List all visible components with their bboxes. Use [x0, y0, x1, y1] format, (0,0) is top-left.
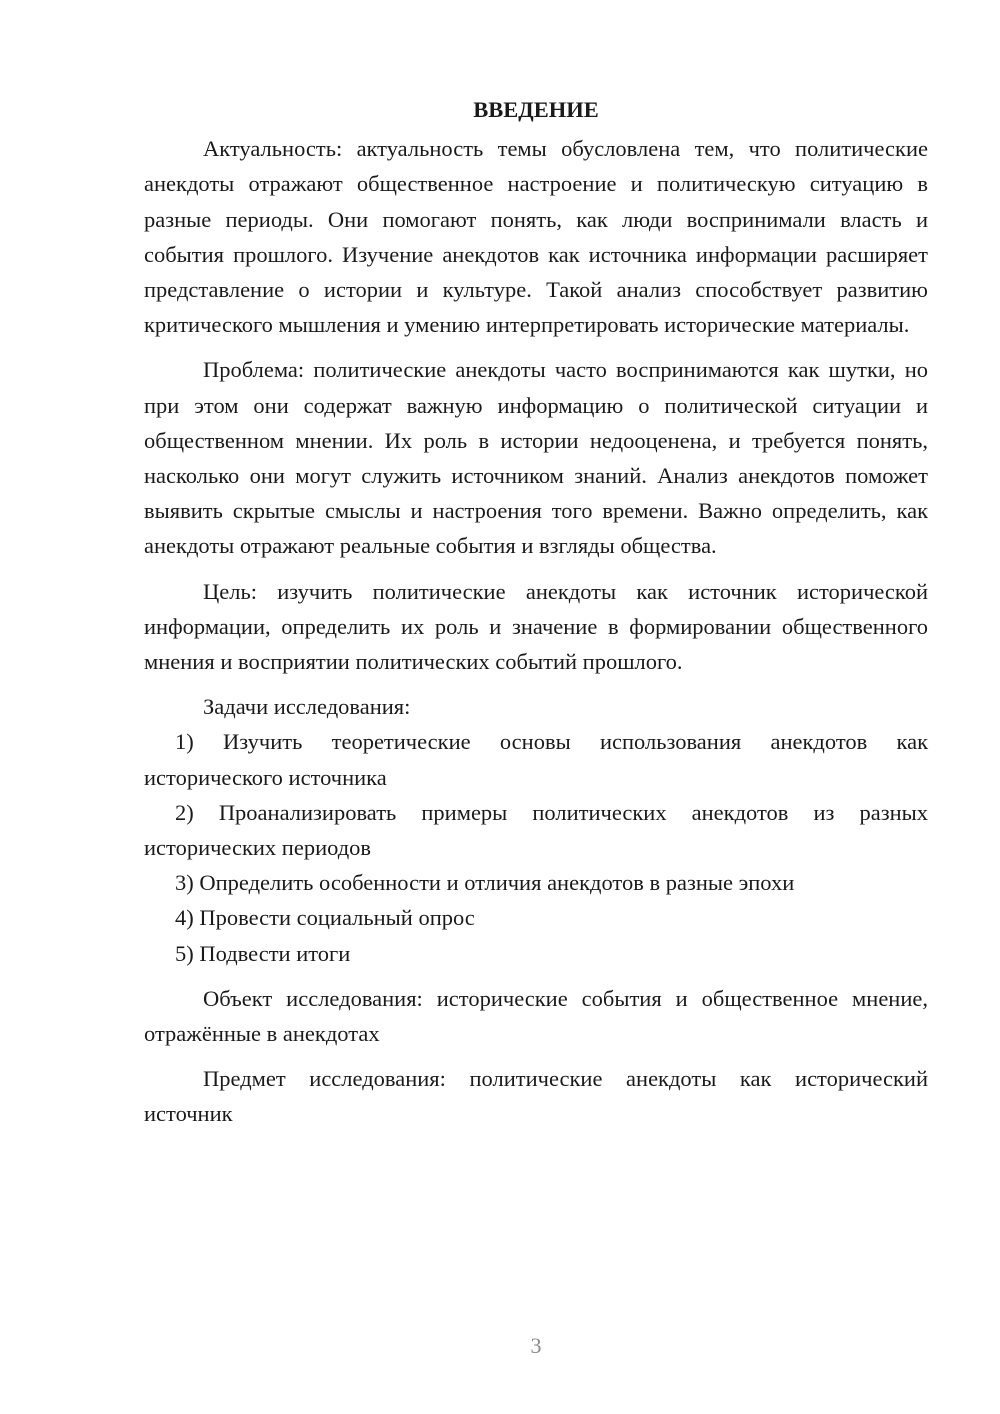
subject-paragraph: Предмет исследования: политические анекдоты как исторический источник	[144, 1066, 928, 1127]
task-item-4: 4) Провести социальный опрос	[175, 905, 475, 931]
tasks-heading: Задачи исследования:	[203, 694, 411, 720]
task-item-5: 5) Подвести итоги	[175, 940, 351, 966]
task-item-1: 1) Изучить теоретические основы использования анекдотов как исторического источника	[144, 729, 928, 790]
problem-paragraph: Проблема: политические анекдоты часто воспринимаются как шутки, но при этом они содержат важную информацию о политической ситуации и общественном мнении. Их роль в истории недооценена, и требуется понять, насколько они могут служить источником знаний. Анализ анекдотов поможет выявить скрытые смыслы и настроения того времени. Важно определить, как анекдоты отражают реальные события и взгляды общества.	[144, 357, 928, 559]
goal-paragraph: Цель: изучить политические анекдоты как источник исторической информации, определить их роль и значение в формировании общественного мнения и восприятии политических событий прошлого.	[144, 578, 928, 675]
page-number: 3	[530, 1333, 542, 1358]
task-item-2: 2) Проанализировать примеры политических анекдотов из разных исторических периодов	[144, 799, 928, 861]
task-item-3: 3) Определить особенности и отличия анекдотов в разные эпохи	[175, 870, 795, 896]
document-page	[144, 92, 928, 1132]
page-title: ВВЕДЕНИЕ	[473, 97, 599, 122]
object-paragraph: Объект исследования: исторические события и общественное мнение, отражённые в анекдотах	[144, 985, 928, 1047]
relevance-paragraph: Актуальность: актуальность темы обусловлена тем, что политические анекдоты отражают общественное настроение и политическую ситуацию в разные периоды. Они помогают понять, как люди воспринимали власть и события прошлого. Изучение анекдотов как источника информации расширяет представление о истории и культуре. Такой анализ способствует развитию критического мышления и умению интерпретировать исторические материалы.	[144, 136, 928, 338]
